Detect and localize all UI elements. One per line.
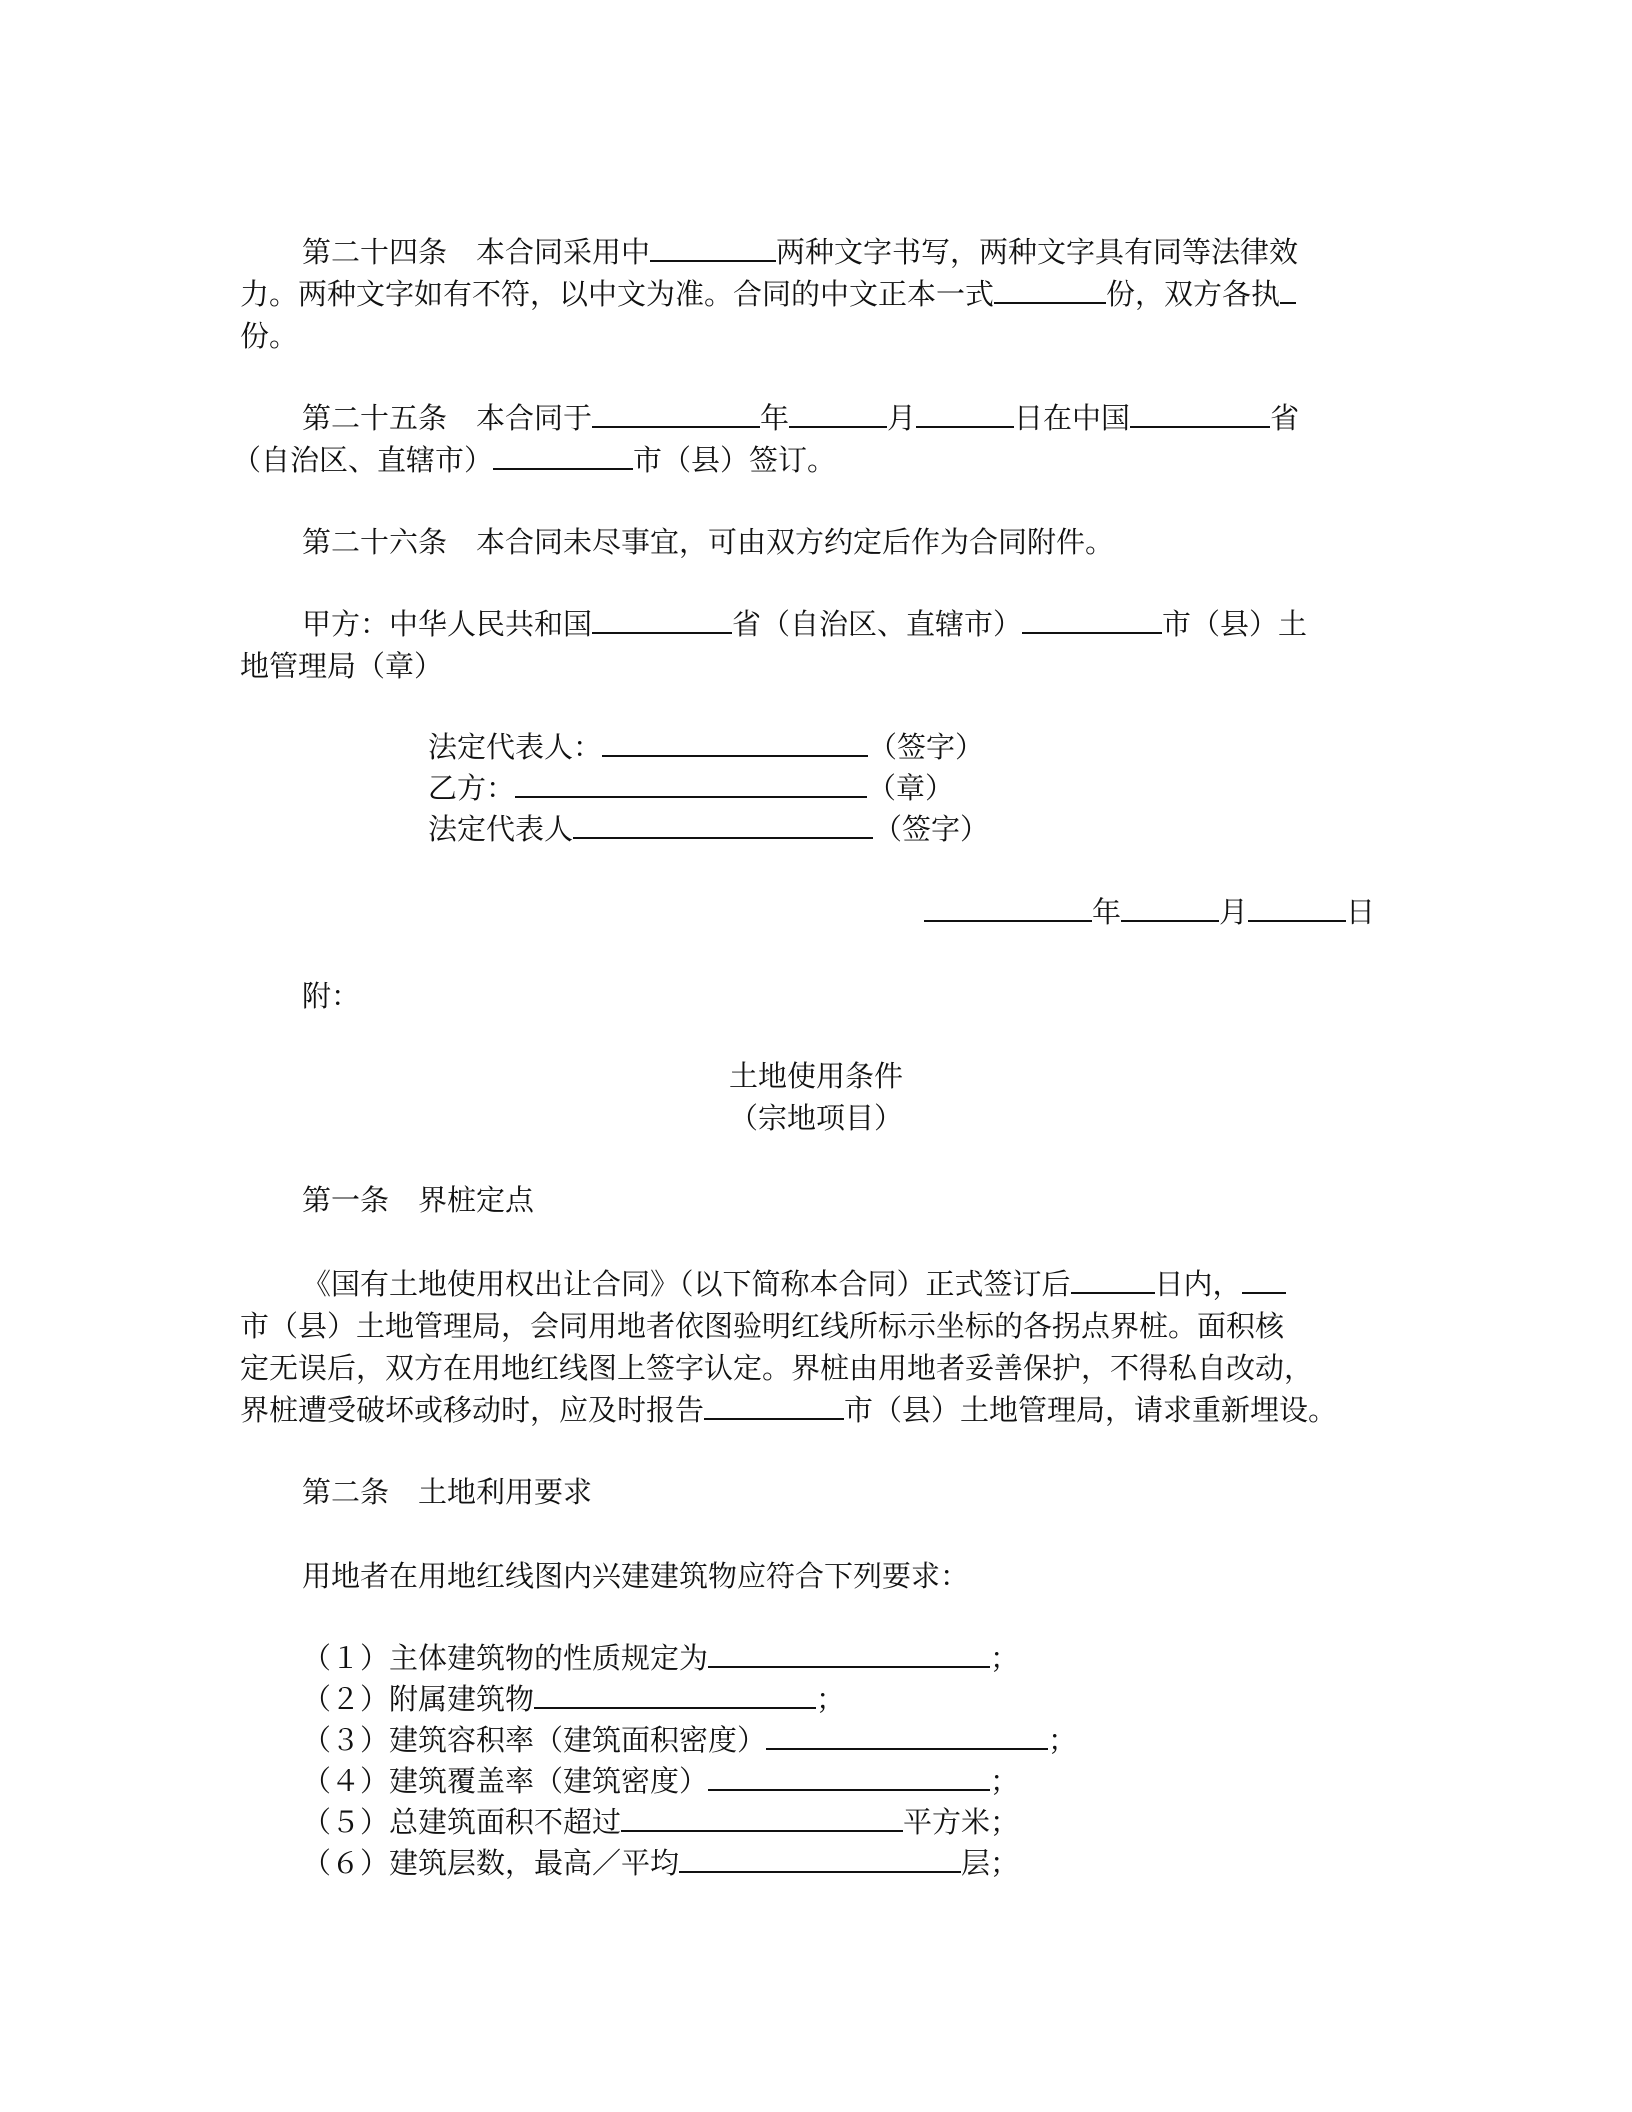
requirement-label: （５）总建筑面积不超过 [302, 1805, 622, 1839]
party-a-tail: 市（县）土 [1162, 607, 1308, 641]
province-blank[interactable] [1130, 398, 1270, 428]
clause-1-line-3: 定无误后，双方在用地红线图上签字认定。界桩由用地者妥善保护，不得私自改动， [240, 1351, 1314, 1385]
requirement-label: （１）主体建筑物的性质规定为 [302, 1641, 709, 1675]
article-25-line-2 [232, 440, 836, 480]
day-china-label: 日在中国 [1014, 401, 1131, 435]
article-24-line2b: 份，双方各执 [1106, 277, 1281, 311]
requirement-label: （４）建筑覆盖率（建筑密度） [302, 1764, 709, 1798]
article-24-lead: 第二十四条 本合同采用中 [302, 235, 651, 269]
clause-1-line-4 [240, 1390, 1337, 1430]
requirement-item [302, 1679, 845, 1719]
sign-day-blank[interactable] [916, 398, 1014, 428]
clause-1-line-1 [302, 1264, 1286, 1304]
province-label: 省 [1270, 401, 1300, 435]
party-b-label: 乙方： [428, 771, 516, 805]
clause-1-l4b: 市（县）土地管理局，请求重新埋设。 [844, 1393, 1338, 1427]
party-b-suffix: （章） [867, 771, 955, 805]
requirement-suffix: ； [990, 1764, 1020, 1798]
requirement-item [302, 1802, 1019, 1842]
article-24-line-1 [302, 232, 1298, 272]
date-year-label: 年 [1092, 895, 1122, 929]
requirement-suffix: ； [816, 1682, 846, 1716]
party-a-line-1 [302, 604, 1307, 644]
clause-2-intro: 用地者在用地红线图内兴建建筑物应符合下列要求： [302, 1559, 970, 1593]
party-a-line-2: 地管理局（章） [240, 649, 444, 683]
clause-1-l1b: 日内， [1154, 1267, 1242, 1301]
conditions-subtitle: （宗地项目） [728, 1101, 903, 1135]
sign-month-blank[interactable] [789, 398, 887, 428]
clause-1-heading: 第一条 界桩定点 [302, 1183, 535, 1217]
party-a-city-blank[interactable] [1022, 604, 1162, 634]
rep1-suffix: （签字） [868, 730, 985, 764]
requirement-item [302, 1720, 1077, 1760]
article-26: 第二十六条 本合同未尽事宜，可由双方约定后作为合同附件。 [302, 525, 1115, 559]
clause-1-l4a: 界桩遭受破坏或移动时，应及时报告 [240, 1393, 705, 1427]
requirement-suffix: 层； [961, 1846, 1020, 1880]
year-label: 年 [760, 401, 790, 435]
rep1-label: 法定代表人： [428, 730, 603, 764]
requirement-item [302, 1638, 1019, 1678]
requirement-blank[interactable] [766, 1720, 1048, 1750]
party-b-blank[interactable] [515, 768, 867, 798]
party-a-mid: 省（自治区、直辖市） [732, 607, 1023, 641]
party-a-province-blank[interactable] [592, 604, 732, 634]
month-label: 月 [887, 401, 917, 435]
language-blank[interactable] [650, 232, 776, 262]
clause-1-l1a: 《国有土地使用权出让合同》（以下简称本合同）正式签订后 [302, 1267, 1071, 1301]
requirement-label: （６）建筑层数，最高／平均 [302, 1846, 680, 1880]
signed-label: 市（县）签订。 [633, 443, 837, 477]
party-b-line [428, 768, 954, 808]
date-day-label: 日 [1346, 895, 1376, 929]
requirement-label: （２）附属建筑物 [302, 1682, 535, 1716]
rep2-label: 法定代表人 [428, 812, 574, 846]
requirement-item [302, 1761, 1019, 1801]
article-24-line2a: 力。两种文字如有不符，以中文为准。合同的中文正本一式 [240, 277, 995, 311]
sign-year-blank[interactable] [592, 398, 760, 428]
rep1-signature-blank[interactable] [602, 727, 868, 757]
copies-blank[interactable] [994, 274, 1106, 304]
requirement-blank[interactable] [621, 1802, 903, 1832]
rep1-line [428, 727, 984, 767]
article-25-lead: 第二十五条 本合同于 [302, 401, 593, 435]
article-25-line-1 [302, 398, 1299, 438]
date-line [924, 892, 1375, 932]
requirement-suffix: ； [990, 1641, 1020, 1675]
requirement-blank[interactable] [679, 1843, 961, 1873]
requirement-suffix: ； [1048, 1723, 1078, 1757]
appendix-label: 附： [302, 979, 361, 1013]
region-label: （自治区、直辖市） [232, 443, 494, 477]
requirement-item [302, 1843, 1019, 1883]
days-blank[interactable] [1071, 1264, 1155, 1294]
requirement-blank[interactable] [534, 1679, 816, 1709]
rep2-line [428, 809, 989, 849]
rep2-signature-blank[interactable] [573, 809, 873, 839]
party-a-lead: 甲方：中华人民共和国 [302, 607, 593, 641]
requirement-blank[interactable] [708, 1761, 990, 1791]
report-city-blank[interactable] [704, 1390, 844, 1420]
clause-1-line-2: 市（县）土地管理局，会同用地者依图验明红线所标示坐标的各拐点界桩。面积核 [240, 1309, 1285, 1343]
each-copies-blank[interactable] [1280, 274, 1296, 304]
article-24-mid: 两种文字书写，两种文字具有同等法律效 [776, 235, 1299, 269]
requirement-suffix: 平方米； [903, 1805, 1020, 1839]
date-day-blank[interactable] [1248, 892, 1346, 922]
article-24-line-3: 份。 [240, 319, 299, 353]
date-month-label: 月 [1219, 895, 1249, 929]
date-month-blank[interactable] [1121, 892, 1219, 922]
requirement-label: （３）建筑容积率（建筑面积密度） [302, 1723, 767, 1757]
city-blank[interactable] [493, 440, 633, 470]
requirement-blank[interactable] [708, 1638, 990, 1668]
conditions-title: 土地使用条件 [728, 1059, 903, 1093]
clause-1-city-blank[interactable] [1242, 1264, 1286, 1294]
date-year-blank[interactable] [924, 892, 1092, 922]
clause-2-heading: 第二条 土地利用要求 [302, 1475, 593, 1509]
rep2-suffix: （签字） [873, 812, 990, 846]
article-24-line-2 [240, 274, 1296, 314]
